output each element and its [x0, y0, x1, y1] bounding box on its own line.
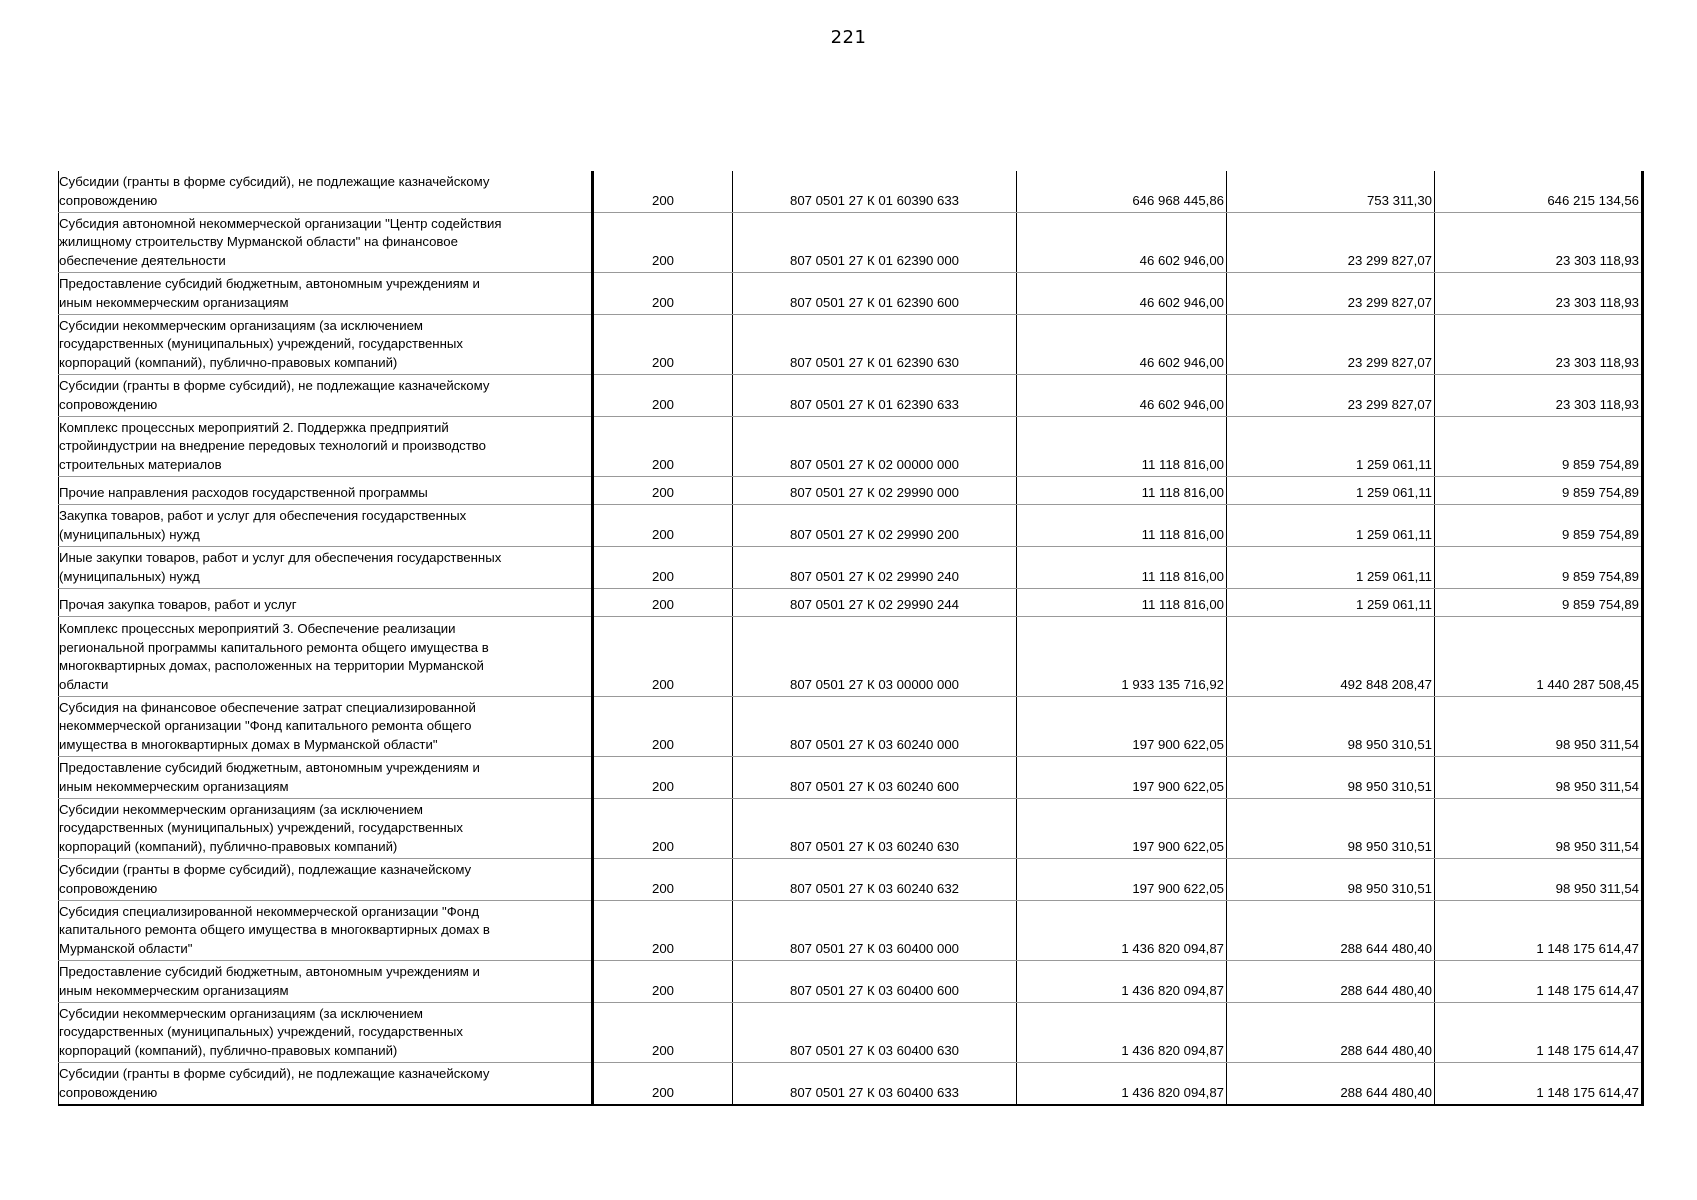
row-classification: 807 0501 27 К 03 60240 632	[733, 859, 1017, 901]
row-name: Предоставление субсидий бюджетным, автономным учреждениям и иным некоммерческим организациям	[59, 757, 593, 799]
row-value-3: 1 148 175 614,47	[1435, 1003, 1643, 1063]
row-value-1: 11 118 816,00	[1017, 417, 1227, 477]
row-value-2: 98 950 310,51	[1227, 697, 1435, 757]
row-name: Иные закупки товаров, работ и услуг для обеспечения государственных (муниципальных) нужд	[59, 547, 593, 589]
table-row	[59, 901, 1643, 961]
table-row	[59, 799, 1643, 859]
row-value-3: 1 148 175 614,47	[1435, 1063, 1643, 1106]
row-value-2: 753 311,30	[1227, 171, 1435, 213]
row-name: Прочие направления расходов государственной программы	[59, 477, 593, 505]
row-value-1: 1 933 135 716,92	[1017, 617, 1227, 697]
row-name: Субсидии некоммерческим организациям (за исключением государственных (муниципальных) учреждений, государственных корпораций (компаний), публично-правовых компаний)	[59, 1003, 593, 1063]
row-classification: 807 0501 27 К 01 62390 600	[733, 273, 1017, 315]
row-name: Закупка товаров, работ и услуг для обеспечения государственных (муниципальных) нужд	[59, 505, 593, 547]
row-value-3: 98 950 311,54	[1435, 697, 1643, 757]
row-value-2: 23 299 827,07	[1227, 213, 1435, 273]
row-value-1: 1 436 820 094,87	[1017, 901, 1227, 961]
page-number: 221	[830, 27, 867, 48]
row-name: Субсидия специализированной некоммерческой организации "Фонд капитального ремонта общего имущества в многоквартирных домах в Мурманской области"	[59, 901, 593, 961]
row-classification: 807 0501 27 К 03 60400 630	[733, 1003, 1017, 1063]
table-row	[59, 375, 1643, 417]
row-value-3: 23 303 118,93	[1435, 213, 1643, 273]
row-code: 200	[593, 505, 733, 547]
row-classification: 807 0501 27 К 03 60400 633	[733, 1063, 1017, 1106]
row-value-3: 9 859 754,89	[1435, 477, 1643, 505]
row-value-2: 288 644 480,40	[1227, 901, 1435, 961]
row-code: 200	[593, 1063, 733, 1106]
table-row	[59, 859, 1643, 901]
row-classification: 807 0501 27 К 03 60400 000	[733, 901, 1017, 961]
row-value-3: 1 148 175 614,47	[1435, 901, 1643, 961]
row-code: 200	[593, 859, 733, 901]
row-classification: 807 0501 27 К 03 60240 000	[733, 697, 1017, 757]
row-code: 200	[593, 961, 733, 1003]
budget-table	[58, 171, 1644, 1106]
row-value-1: 11 118 816,00	[1017, 505, 1227, 547]
table-row	[59, 961, 1643, 1003]
table-row	[59, 697, 1643, 757]
row-code: 200	[593, 617, 733, 697]
row-value-2: 288 644 480,40	[1227, 961, 1435, 1003]
row-value-2: 1 259 061,11	[1227, 589, 1435, 617]
row-code: 200	[593, 477, 733, 505]
row-value-2: 492 848 208,47	[1227, 617, 1435, 697]
row-value-1: 11 118 816,00	[1017, 477, 1227, 505]
row-value-1: 197 900 622,05	[1017, 697, 1227, 757]
row-value-1: 197 900 622,05	[1017, 799, 1227, 859]
row-value-3: 646 215 134,56	[1435, 171, 1643, 213]
row-value-3: 23 303 118,93	[1435, 315, 1643, 375]
row-classification: 807 0501 27 К 03 60400 600	[733, 961, 1017, 1003]
row-value-3: 9 859 754,89	[1435, 547, 1643, 589]
row-classification: 807 0501 27 К 02 00000 000	[733, 417, 1017, 477]
row-name: Предоставление субсидий бюджетным, автономным учреждениям и иным некоммерческим организациям	[59, 273, 593, 315]
row-name: Субсидии некоммерческим организациям (за исключением государственных (муниципальных) учреждений, государственных корпораций (компаний), публично-правовых компаний)	[59, 315, 593, 375]
row-value-3: 23 303 118,93	[1435, 273, 1643, 315]
row-value-1: 46 602 946,00	[1017, 273, 1227, 315]
row-value-3: 98 950 311,54	[1435, 799, 1643, 859]
row-code: 200	[593, 315, 733, 375]
row-value-1: 197 900 622,05	[1017, 757, 1227, 799]
table-row	[59, 273, 1643, 315]
row-value-3: 9 859 754,89	[1435, 417, 1643, 477]
row-classification: 807 0501 27 К 03 60240 630	[733, 799, 1017, 859]
row-value-1: 646 968 445,86	[1017, 171, 1227, 213]
row-value-3: 9 859 754,89	[1435, 589, 1643, 617]
row-code: 200	[593, 757, 733, 799]
row-value-2: 1 259 061,11	[1227, 547, 1435, 589]
table-row	[59, 589, 1643, 617]
row-value-1: 11 118 816,00	[1017, 589, 1227, 617]
row-classification: 807 0501 27 К 01 62390 633	[733, 375, 1017, 417]
row-value-2: 23 299 827,07	[1227, 375, 1435, 417]
row-value-1: 11 118 816,00	[1017, 547, 1227, 589]
row-value-3: 1 440 287 508,45	[1435, 617, 1643, 697]
row-code: 200	[593, 375, 733, 417]
row-value-2: 1 259 061,11	[1227, 505, 1435, 547]
row-code: 200	[593, 171, 733, 213]
row-classification: 807 0501 27 К 02 29990 200	[733, 505, 1017, 547]
table-row	[59, 315, 1643, 375]
row-classification: 807 0501 27 К 02 29990 244	[733, 589, 1017, 617]
row-value-1: 197 900 622,05	[1017, 859, 1227, 901]
row-value-1: 46 602 946,00	[1017, 375, 1227, 417]
row-value-3: 9 859 754,89	[1435, 505, 1643, 547]
row-classification: 807 0501 27 К 01 62390 630	[733, 315, 1017, 375]
row-value-2: 98 950 310,51	[1227, 757, 1435, 799]
row-value-3: 1 148 175 614,47	[1435, 961, 1643, 1003]
table-row	[59, 477, 1643, 505]
row-code: 200	[593, 697, 733, 757]
row-name: Субсидии (гранты в форме субсидий), не подлежащие казначейскому сопровождению	[59, 1063, 593, 1106]
row-value-1: 1 436 820 094,87	[1017, 1063, 1227, 1106]
row-value-2: 23 299 827,07	[1227, 273, 1435, 315]
row-value-2: 288 644 480,40	[1227, 1063, 1435, 1106]
row-value-2: 1 259 061,11	[1227, 417, 1435, 477]
row-code: 200	[593, 1003, 733, 1063]
row-value-3: 98 950 311,54	[1435, 757, 1643, 799]
row-name: Прочая закупка товаров, работ и услуг	[59, 589, 593, 617]
row-code: 200	[593, 799, 733, 859]
row-name: Субсидии (гранты в форме субсидий), не подлежащие казначейскому сопровождению	[59, 375, 593, 417]
row-code: 200	[593, 273, 733, 315]
row-code: 200	[593, 901, 733, 961]
row-value-2: 23 299 827,07	[1227, 315, 1435, 375]
row-name: Субсидия автономной некоммерческой организации "Центр содействия жилищному строительству Мурманской области" на финансовое обеспечение деятельности	[59, 213, 593, 273]
row-value-3: 98 950 311,54	[1435, 859, 1643, 901]
row-value-1: 1 436 820 094,87	[1017, 961, 1227, 1003]
row-name: Комплекс процессных мероприятий 2. Поддержка предприятий стройиндустрии на внедрение передовых технологий и производство строительных материалов	[59, 417, 593, 477]
table-row	[59, 213, 1643, 273]
row-code: 200	[593, 417, 733, 477]
row-name: Субсидии некоммерческим организациям (за исключением государственных (муниципальных) учреждений, государственных корпораций (компаний), публично-правовых компаний)	[59, 799, 593, 859]
table-row	[59, 505, 1643, 547]
table-row	[59, 417, 1643, 477]
row-value-2: 288 644 480,40	[1227, 1003, 1435, 1063]
row-value-2: 98 950 310,51	[1227, 859, 1435, 901]
table-row	[59, 1063, 1643, 1106]
table-row	[59, 617, 1643, 697]
table-row	[59, 547, 1643, 589]
row-value-2: 98 950 310,51	[1227, 799, 1435, 859]
row-code: 200	[593, 589, 733, 617]
row-value-2: 1 259 061,11	[1227, 477, 1435, 505]
row-classification: 807 0501 27 К 01 62390 000	[733, 213, 1017, 273]
table-row	[59, 171, 1643, 213]
row-name: Субсидия на финансовое обеспечение затрат специализированной некоммерческой организации "Фонд капитального ремонта общего имущества в многоквартирных домах в Мурманской области"	[59, 697, 593, 757]
row-code: 200	[593, 213, 733, 273]
row-code: 200	[593, 547, 733, 589]
row-name: Субсидии (гранты в форме субсидий), подлежащие казначейскому сопровождению	[59, 859, 593, 901]
table-row	[59, 757, 1643, 799]
row-name: Субсидии (гранты в форме субсидий), не подлежащие казначейскому сопровождению	[59, 171, 593, 213]
table-row	[59, 1003, 1643, 1063]
row-classification: 807 0501 27 К 02 29990 000	[733, 477, 1017, 505]
row-classification: 807 0501 27 К 03 00000 000	[733, 617, 1017, 697]
row-name: Комплекс процессных мероприятий 3. Обеспечение реализации региональной программы капитального ремонта общего имущества в многоквартирных домах, расположенных на территории Мурманской области	[59, 617, 593, 697]
row-value-1: 1 436 820 094,87	[1017, 1003, 1227, 1063]
row-name: Предоставление субсидий бюджетным, автономным учреждениям и иным некоммерческим организациям	[59, 961, 593, 1003]
row-value-3: 23 303 118,93	[1435, 375, 1643, 417]
row-classification: 807 0501 27 К 01 60390 633	[733, 171, 1017, 213]
row-value-1: 46 602 946,00	[1017, 213, 1227, 273]
row-value-1: 46 602 946,00	[1017, 315, 1227, 375]
row-classification: 807 0501 27 К 03 60240 600	[733, 757, 1017, 799]
row-classification: 807 0501 27 К 02 29990 240	[733, 547, 1017, 589]
